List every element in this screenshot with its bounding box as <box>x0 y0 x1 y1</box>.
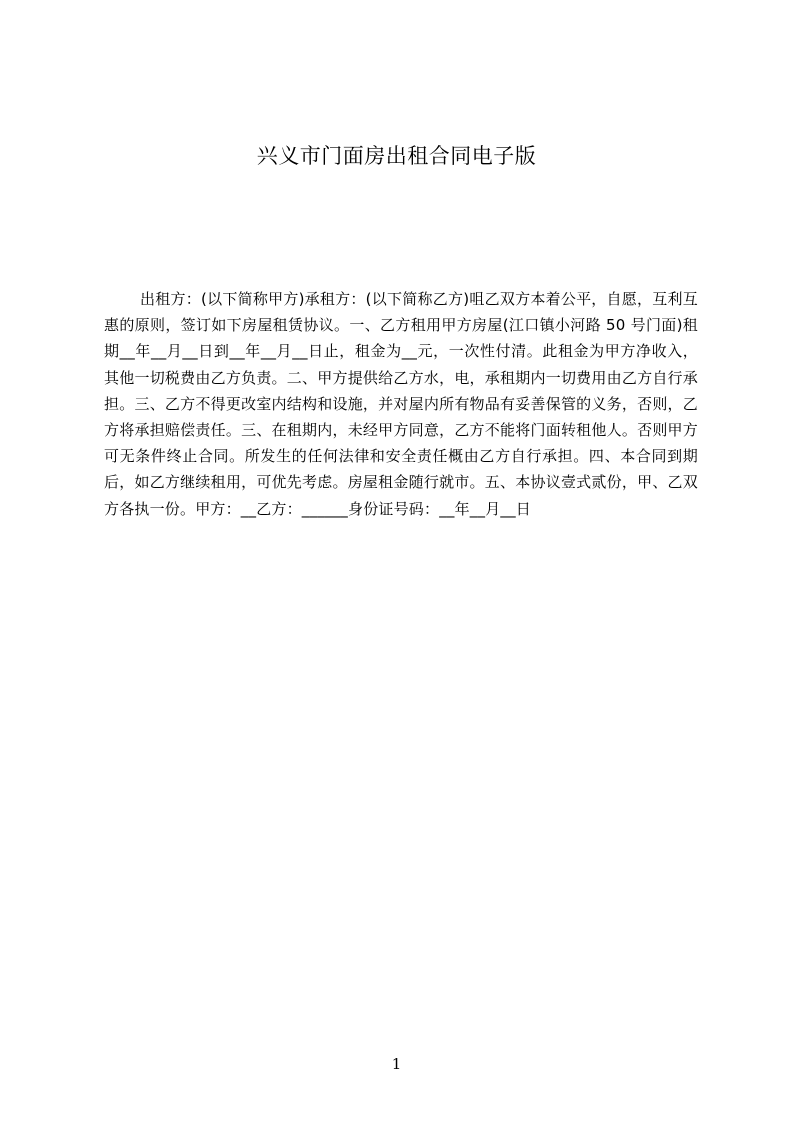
contract-body-paragraph: 出租方：(以下简称甲方)承租方：(以下简称乙方)咀乙双方本着公平，自愿，互利互惠的原则，签订如下房屋租赁协议。一、乙方租用甲方房屋(江口镇小河路 50 号门面)租期__年__月__日到__年__月__日止，租金为__元，一次性付清。此租金为甲方净收入，其他一切税费由乙方负责。二、甲方提供给乙方水，电，承租期内一切费用由乙方自行承担。三、乙方不得更改室内结构和设施，并对屋内所有物品有妥善保管的义务，否则，乙方将承担赔偿责任。三、在租期内，未经甲方同意，乙方不能将门面转租他人。否则甲方可无条件终止合同。所发生的任何法律和安全责任概由乙方自行承担。四、本合同到期后，如乙方继续租用，可优先考虑。房屋租金随行就市。五、本协议壹式贰份，甲、乙双方各执一份。甲方：__乙方：______身份证号码：__年__月__日 <box>104 290 698 518</box>
page-number: 1 <box>391 1055 402 1073</box>
document-title: 兴义市门面房出租合同电子版 <box>256 144 537 168</box>
